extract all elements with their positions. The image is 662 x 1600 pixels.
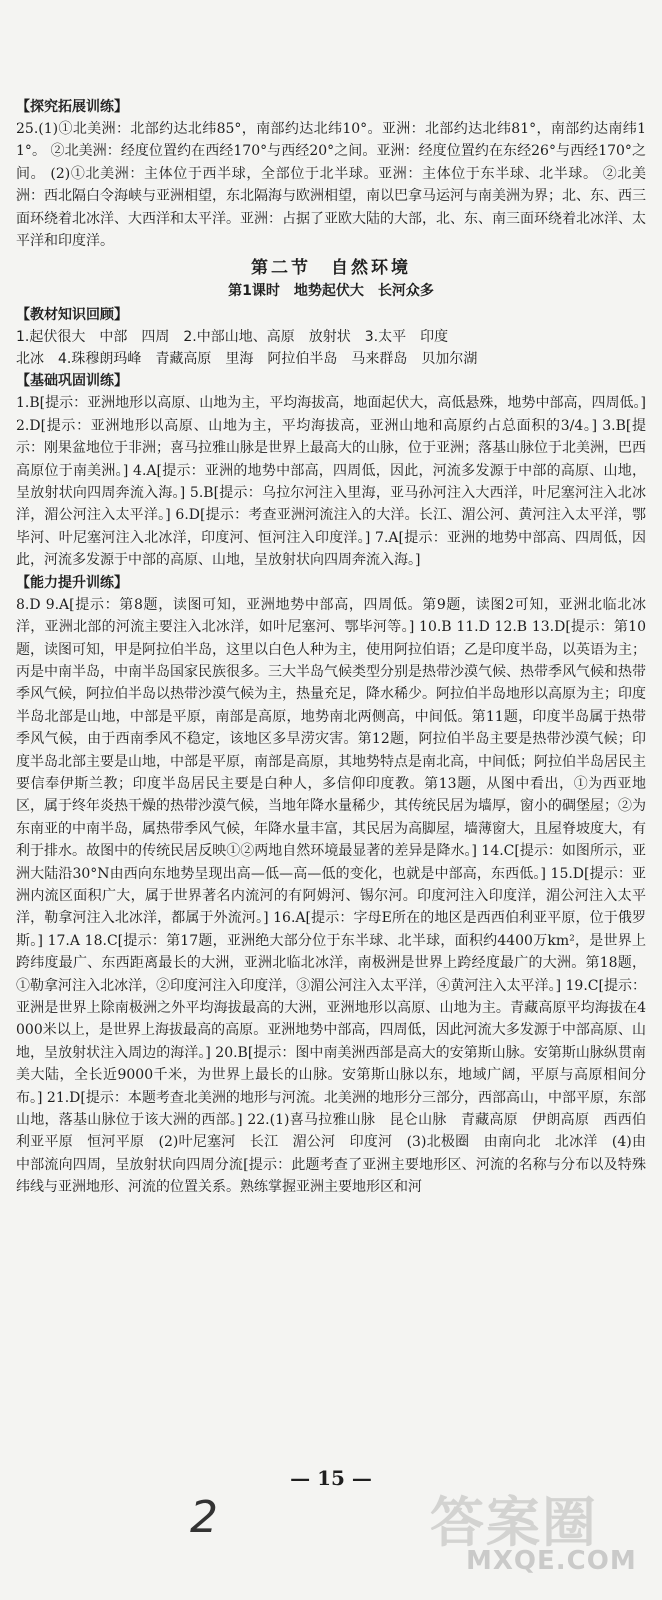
page-number: — 15 —: [290, 1466, 372, 1490]
watermark-url: MXQE.COM: [466, 1546, 637, 1576]
review-line-1: 1.起伏很大 中部 四周 2.中部山地、高原 放射状 3.太平 印度: [16, 329, 449, 346]
answer-page: [16, 96, 646, 1199]
explore-answer-text: 25.(1)①北美洲：北部约达北纬85°，南部约达北纬10°。亚洲：北部约达北纬81°，南部约达南纬11°。 ②北美洲：经度位置约在西经170°与西经20°之间。亚洲：经度位置约在东经26°与西经170°之间。 (2)①北美洲：主体位于西半球，全部位于北半球。亚洲：主体位于东半球、北半球。 ②北美洲：西北隔白令海峡与亚洲相望，东北隔海与欧洲相望，南以巴拿马运河与南美洲为界；北、东、西三面环绕着北冰洋、大西洋和太平洋。亚洲：占据了亚欧大陆的大部，北、东、南三面环绕着北冰洋、太平洋和印度洋。: [16, 121, 646, 250]
lesson-title: 第1课时 地势起伏大 长河众多: [228, 283, 434, 300]
handwritten-mark: 2: [190, 1492, 218, 1543]
basic-answer-text: 1.B[提示：亚洲地形以高原、山地为主，平均海拔高，地面起伏大，高低悬殊，地势中部高，四周低。] 2.D[提示：亚洲地形以高原、山地为主，平均海拔高，亚洲山地和高原约占总面积的3/4。] 3.B[提示：刚果盆地位于非洲；喜马拉雅山脉是世界上最高大的山脉，位于亚洲；落基山脉位于北美洲，巴西高原位于南美洲。] 4.A[提示：亚洲的地势中部高，四周低，因此，河流多发源于中部的高原、山地，呈放射状向四周奔流入海。] 5.B[提示：乌拉尔河注入里海，亚马孙河注入大西洋，叶尼塞河注入北冰洋，湄公河注入太平洋。] 6.D[提示：考查亚洲河流注入的大洋。长江、湄公河、黄河注入太平洋，鄂毕河、叶尼塞河注入北冰洋，印度河、恒河注入印度洋。] 7.A[提示：亚洲的地势中部高、四周低，因此，河流多发源于中部的高原、山地，呈放射状向四周奔流入海。]: [16, 395, 646, 569]
review-section-header: 【教材知识回顾】: [16, 307, 128, 324]
advance-section-header: 【能力提升训练】: [16, 574, 128, 591]
basic-section-header: 【基础巩固训练】: [16, 373, 128, 390]
watermark-logo: 答案圈: [430, 1491, 598, 1554]
explore-section-header: 【探究拓展训练】: [16, 99, 128, 115]
advance-answer-text: 8.D 9.A[提示：第8题，读图可知，亚洲地势中部高，四周低。第9题，读图2可知，亚洲北临北冰洋，亚洲北部的河流主要注入北冰洋，如叶尼塞河、鄂毕河等。] 10.B 11.D 12.B 13.D[提示：第10题，读图可知，甲是阿拉伯半岛，这里以白色人种为主，使用阿拉伯语；乙是印度半岛，以英语为主；丙是中南半岛，中南半岛国家民族很多。三大半岛气候类型分别是热带沙漠气候、热带季风气候和热带季风气候，阿拉伯半岛以热带沙漠气候为主，热量充足，降水稀少。阿拉伯半岛地形以高原为主；印度半岛北部是山地，中部是平原，南部是高原，地势南北两侧高，中间低。第11题，印度半岛属于热带季风气候，由于西南季风不稳定，该地区多旱涝灾害。第12题，阿拉伯半岛主要是热带沙漠气候；印度半岛北部主要是山地，中部是平原，南部是高原，其地势特点是南北高，中间低；阿拉伯半岛居民主要信奉伊斯兰教；印度半岛居民主要是白种人，多信仰印度教。第13题，从图中看出，①为西亚地区，属于终年炎热干燥的热带沙漠气候，当地年降水量稀少，其传统民居为墙厚，窗小的碉堡屋；②为东南亚的中南半岛，属热带季风气候，年降水量丰富，其民居为高脚屋，墙薄窗大，且屋脊坡度大，有利于排水。故图中的传统民居反映①②两地自然环境最显著的差异是降水。] 14.C[提示：如图所示，亚洲大陆沿30°N由西向东地势呈现出高—低—高—低的变化，也就是中部高，东西低。] 15.D[提示：亚洲内流区面积广大，属于世界著名内流河的有阿姆河、锡尔河。印度河注入印度洋，湄公河注入太平洋，勒拿河注入北冰洋，都属于外流河。] 16.A[提示：字母E所在的地区是西西伯利亚平原，位于俄罗斯。] 17.A 18.C[提示：第17题，亚洲绝大部分位于东半球、北半球，面积约4400万km²，是世界上跨纬度最广、东西距离最长的大洲，亚洲北临北冰洋，南极洲是世界上跨经度最广的大洲。第18题，①勒拿河注入北冰洋，②印度河注入印度洋，③湄公河注入太平洋，④黄河注入太平洋。] 19.C[提示：亚洲是世界上除南极洲之外平均海拔最高的大洲，亚洲地形以高原、山地为主。青藏高原平均海拔在4000米以上，是世界上海拔最高的高原。亚洲地势中部高，四周低，因此河流大多发源于中部高原、山地，呈放射状注入周边的海洋。] 20.B[提示：图中南美洲西部是高大的安第斯山脉。安第斯山脉纵贯南美大陆，全长近9000千米，为世界上最长的山脉。安第斯山脉以东，地域广阔，平原与高原相间分布。] 21.D[提示：本题考查北美洲的地形与河流。北美洲的地形分三部分，西部高山，中部平原，东部山地，落基山脉位于该大洲的西部。] 22.(1)喜马拉雅山脉 昆仑山脉 青藏高原 伊朗高原 西西伯利亚平原 恒河平原 (2)叶尼塞河 长江 湄公河 印度河 (3)北极圈 由南向北 北冰洋 (4)由中部流向四周，呈放射状向四周分流[提示：此题考查了亚洲主要地形区、河流的名称与分布以及特殊纬线与亚洲地形、河流的位置关系。熟练掌握亚洲主要地形区和河: [16, 596, 646, 1196]
chapter-title: 第二节 自然环境: [251, 258, 411, 279]
review-line-2: 北冰 4.珠穆朗玛峰 青藏高原 里海 阿拉伯半岛 马来群岛 贝加尔湖: [16, 351, 478, 368]
